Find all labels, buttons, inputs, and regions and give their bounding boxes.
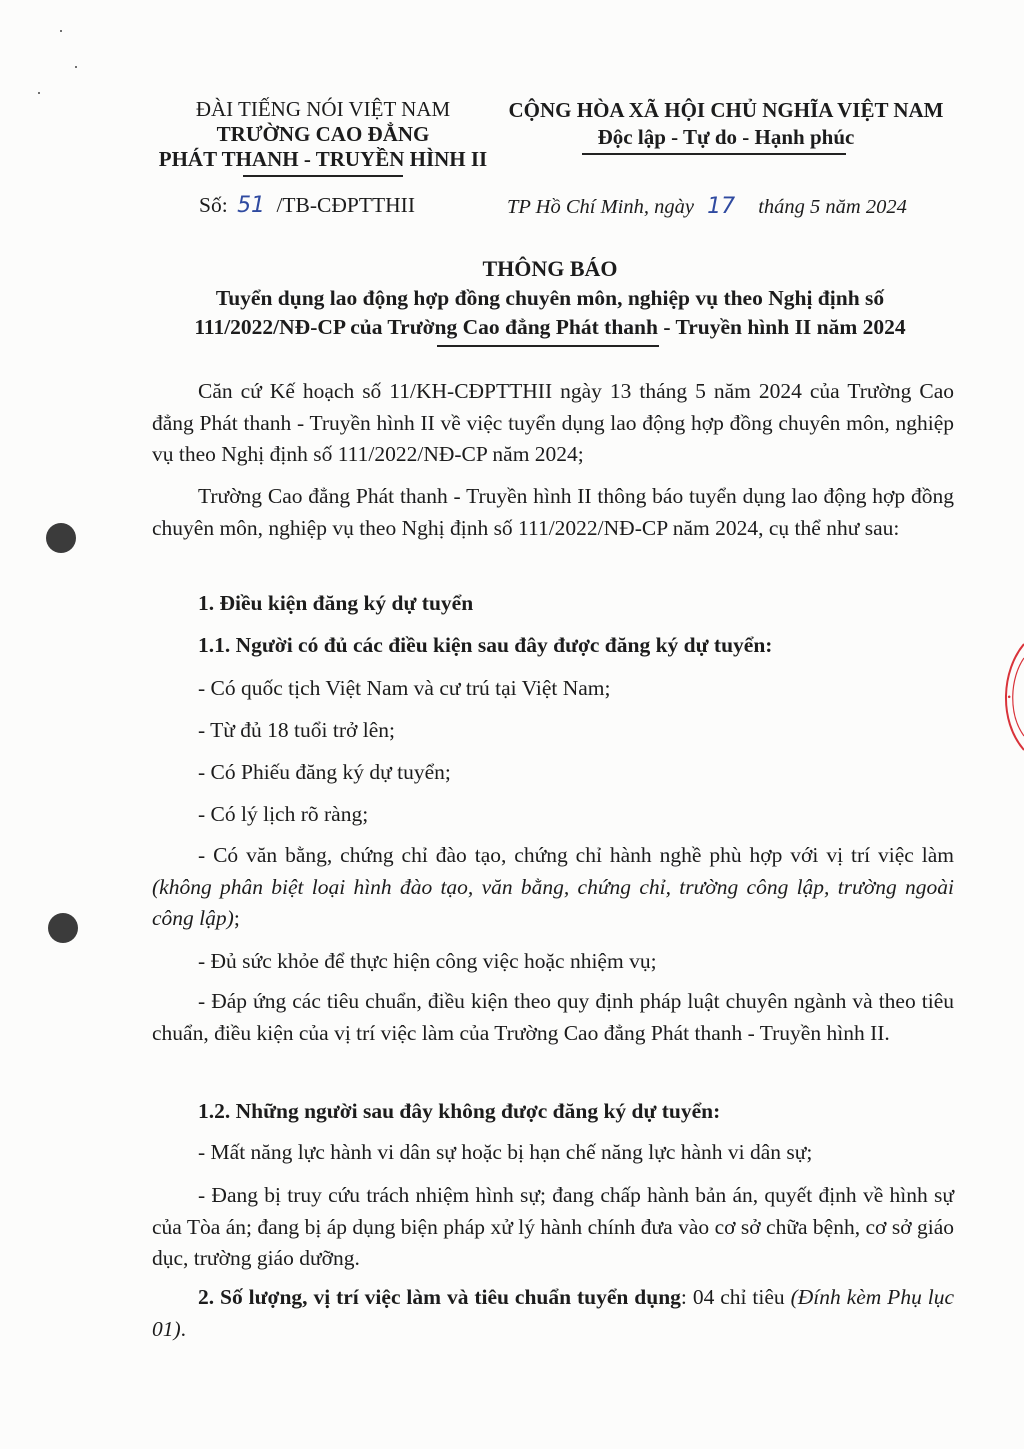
doc-number-suffix: /TB-CĐPTTHII <box>276 193 415 217</box>
doc-subtitle-line2: 111/2022/NĐ-CP của Trường Cao đẳng Phát thanh - Truyền hình II năm 2024 <box>194 315 906 339</box>
org-name-line2: TRƯỜNG CAO ĐẲNG <box>216 122 430 146</box>
section-1-1-heading: 1.1. Người có đủ các điều kiện sau đây được đăng ký dự tuyển: <box>198 633 773 657</box>
doc-number <box>199 193 415 218</box>
punch-hole <box>48 913 78 943</box>
section-2-heading: 2. Số lượng, vị trí việc làm và tiêu chuẩn tuyển dụng <box>198 1285 681 1309</box>
doc-number-label: Số: <box>199 193 228 217</box>
exclusion-item: - Mất năng lực hành vi dân sự hoặc bị hạn chế năng lực hành vi dân sự; <box>198 1140 813 1164</box>
section-1-heading: 1. Điều kiện đăng ký dự tuyển <box>198 591 474 615</box>
place-date <box>507 194 907 219</box>
section-1-2-heading: 1.2. Những người sau đây không được đăng ký dự tuyển: <box>198 1099 721 1123</box>
intro-paragraph-1: Căn cứ Kế hoạch số 11/KH-CĐPTTHII ngày 13 tháng 5 năm 2024 của Trường Cao đẳng Phát thanh - Truyền hình II về việc tuyển dụng lao động hợp đồng chuyên môn, nghiệp vụ theo Nghị định số 111/2022/NĐ-CP năm 2024; <box>152 379 954 466</box>
section-2-text: : 04 chỉ tiêu <box>680 1285 791 1309</box>
doc-number-handwritten: 51 <box>237 193 266 218</box>
condition-item-qualifications <box>152 840 954 935</box>
condition-item: - Từ đủ 18 tuổi trở lên; <box>198 718 395 742</box>
section-2-note: (Đính kèm Phụ lục 01) <box>152 1285 955 1341</box>
motto-underline <box>582 153 846 155</box>
place-date-suffix: tháng 5 năm 2024 <box>758 196 907 218</box>
condition-item: - Có lý lịch rõ ràng; <box>198 802 369 826</box>
doc-subtitle-line1: Tuyển dụng lao động hợp đồng chuyên môn, nghiệp vụ theo Nghị định số <box>215 286 885 310</box>
condition-item: - Có Phiếu đăng ký dự tuyển; <box>198 760 451 784</box>
nation-name: CỘNG HÒA XÃ HỘI CHỦ NGHĨA VIỆT NAM <box>508 98 944 122</box>
date-day-handwritten: 17 <box>707 194 736 219</box>
org-name-line1: ĐÀI TIẾNG NÓI VIỆT NAM <box>195 97 451 121</box>
place-date-prefix: TP Hồ Chí Minh, ngày <box>507 196 694 218</box>
section-2-end: . <box>180 1316 187 1341</box>
exclusion-item-criminal: - Đang bị truy cứu trách nhiệm hình sự; đang chấp hành bản án, quyết định về hình sự của Tòa án; đang bị áp dụng biện pháp xử lý hành chính đưa vào cơ sở chữa bệnh, cơ sở giáo dục, trường giáo dưỡng. <box>152 1183 954 1270</box>
svg-text:•: • <box>1005 693 1016 701</box>
scan-speck <box>60 30 62 32</box>
punch-hole <box>46 523 76 553</box>
doc-title: THÔNG BÁO <box>482 256 618 281</box>
title-underline <box>437 345 659 347</box>
condition-item: - Có quốc tịch Việt Nam và cư trú tại Việt Nam; <box>198 676 611 700</box>
condition-item: - Đủ sức khỏe để thực hiện công việc hoặc nhiệm vụ; <box>198 949 657 973</box>
intro-paragraph-2: Trường Cao đẳng Phát thanh - Truyền hình II thông báo tuyển dụng lao động hợp đồng chuyên môn, nghiệp vụ theo Nghị định số 111/2022/NĐ-CP năm 2024, cụ thể như sau: <box>152 484 954 540</box>
condition-end: ; <box>233 906 240 930</box>
nation-motto: Độc lập - Tự do - Hạnh phúc <box>597 125 855 149</box>
org-underline <box>243 175 403 177</box>
scan-speck <box>38 92 40 94</box>
condition-note: (không phân biệt loại hình đào tạo, văn bằng, chứng chỉ, trường công lập, trường ngoài công lập) <box>152 874 954 930</box>
condition-item-standards: - Đáp ứng các tiêu chuẩn, điều kiện theo quy định pháp luật chuyên ngành và theo tiêu chuẩn, điều kiện của vị trí việc làm của Trường Cao đẳng Phát thanh - Truyền hình II. <box>152 989 954 1045</box>
condition-text: - Có văn bằng, chứng chỉ đào tạo, chứng chỉ hành nghề phù hợp với vị trí việc làm <box>198 843 954 867</box>
stamp-edge-icon <box>984 640 1024 755</box>
scan-speck <box>75 66 77 68</box>
org-name-line3: PHÁT THANH - TRUYỀN HÌNH II <box>158 147 488 171</box>
section-2 <box>152 1282 954 1345</box>
